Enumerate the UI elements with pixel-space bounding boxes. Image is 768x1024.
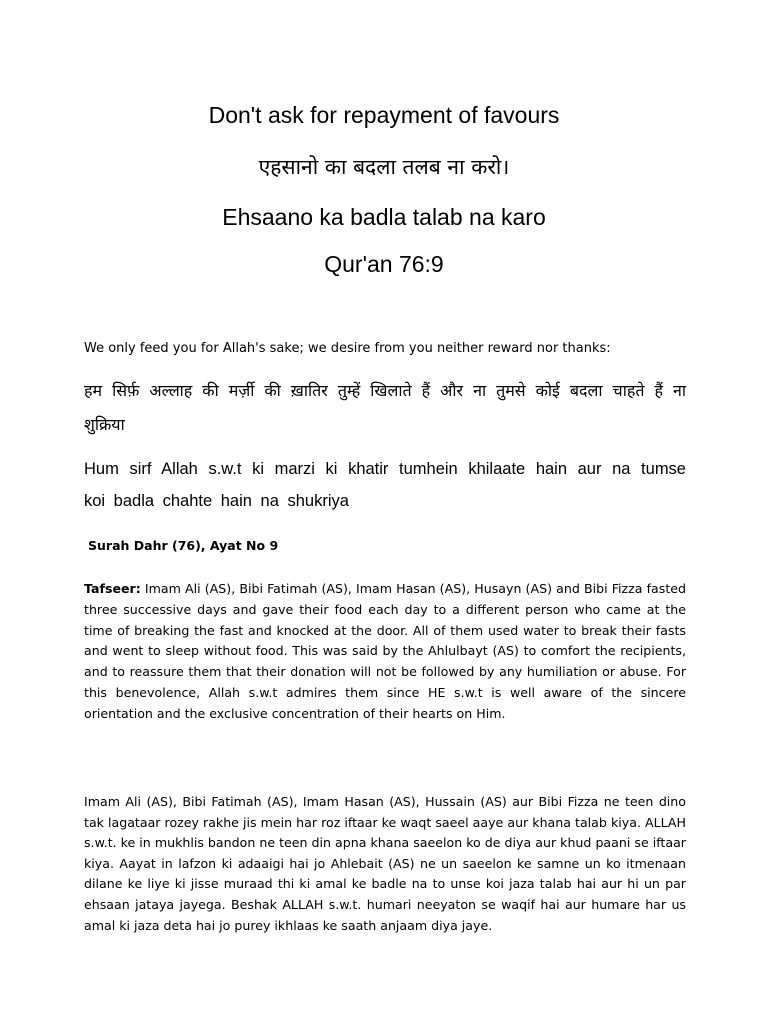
- tafseer-label: Tafseer:: [84, 581, 141, 596]
- verse-hindi: हम सिर्फ़ अल्लाह की मर्ज़ी की ख़ातिर तुम्हें खिलाते हैं और ना तुमसे कोई बदला चाहते हैं ना शुक्रिया: [84, 381, 686, 434]
- tafseer-english-text: Imam Ali (AS), Bibi Fatimah (AS), Imam Hasan (AS), Husayn (AS) and Bibi Fizza fasted three successive days and gave their food each day to a different person who came at the time of breaking the fast and knocked at the door. All of them used water to break their fasts and went to sleep without food. This was said by the Ahlulbayt (AS) to comfort the recipients, and to reassure them that their donation will not be followed by any humiliation or abuse. For this benevolence, Allah s.w.t admires them since HE s.w.t is well aware of the sincere orientation and the exclusive concentration of their hearts on Him.: [84, 581, 686, 721]
- title-roman: Ehsaano ka badla talab na karo: [222, 204, 546, 230]
- verse-english: We only feed you for Allah's sake; we desire from you neither reward nor thanks:: [84, 341, 611, 356]
- tafseer-roman-paragraph: Imam Ali (AS), Bibi Fatimah (AS), Imam Hasan (AS), Hussain (AS) aur Bibi Fizza ne teen dino tak lagataar rozey rakhe jis mein har roz iftaar ke waqt saeel aaye aur khana talab kiya. ALLAH s.w.t. ke in mukhlis bandon ne teen din apna khana saeelon ko de diya aur khud paani se iftaar kiya. Aayat in lafzon ki adaaigi hai jo Ahlebait (AS) ne un saeelon ke samne un ko itmenaan dilane ke liye ki jisse muraad thi ki amal ke badle na to unse koi jaza talab hai aur hi un par ehsaan jataya jayega. Beshak ALLAH s.w.t. humari neeyaton se waqif hai aur humare har us amal ki jaza deta hai jo purey ikhlaas ke saath anjaam diya jaye.: [84, 794, 686, 933]
- surah-reference: Surah Dahr (76), Ayat No 9: [88, 538, 279, 553]
- title-english: Don't ask for repayment of favours: [208, 102, 560, 128]
- title-reference: Qur'an 76:9: [324, 251, 444, 277]
- title-hindi: एहसानो का बदला तलब ना करो।: [258, 155, 510, 179]
- tafseer-english-paragraph: [84, 579, 686, 725]
- verse-roman: Hum sirf Allah s.w.t ki marzi ki khatir tumhein khilaate hain aur na tumse koi badla chahte hain na shukriya: [84, 460, 686, 510]
